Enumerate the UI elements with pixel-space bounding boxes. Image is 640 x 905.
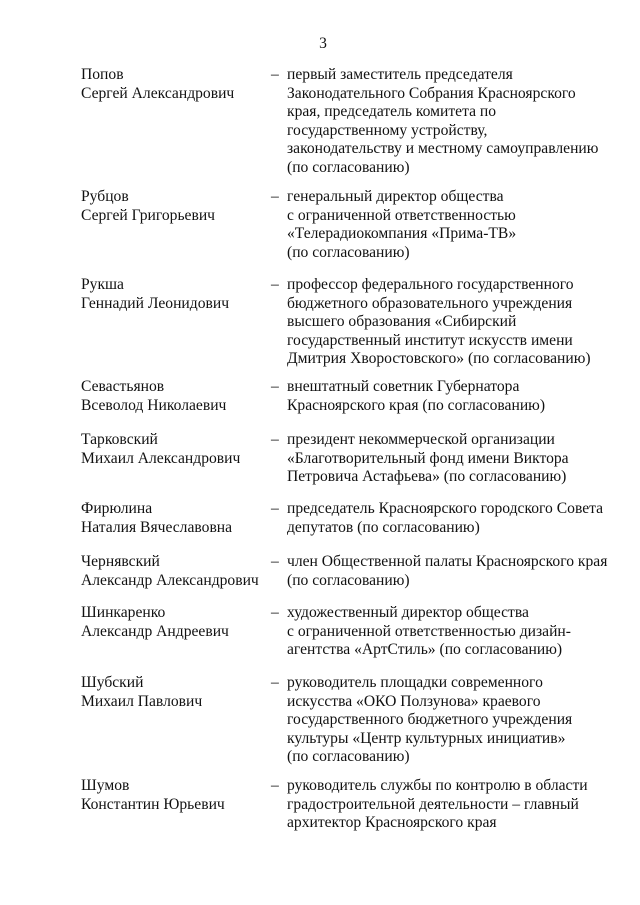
position-line: «Телерадиокомпания «Прима-ТВ» [287, 225, 517, 242]
surname: Рукша [81, 276, 124, 293]
position-line: высшего образования «Сибирский [287, 313, 517, 330]
position-line: руководитель службы по контролю в области [287, 777, 588, 794]
dash: – [271, 777, 279, 794]
given-names: Михаил Александрович [81, 449, 241, 467]
surname: Рубцов [81, 188, 129, 205]
surname: Севастьянов [81, 378, 165, 395]
dash: – [271, 431, 279, 448]
position-line: искусства «ОКО Ползунова» краевого [287, 692, 541, 710]
dash: – [271, 500, 279, 517]
position-line: культуры «Центр культурных инициатив» [287, 729, 566, 747]
position-line: первый заместитель председателя [287, 66, 513, 83]
dash: – [271, 378, 279, 395]
dash: – [271, 66, 279, 83]
position-line: генеральный директор общества [287, 188, 504, 205]
position-line: «Благотворительный фонд имени Виктора [287, 449, 569, 467]
surname: Тарковский [81, 431, 158, 448]
given-names: Всеволод Николаевич [81, 396, 227, 414]
given-names: Константин Юрьевич [81, 795, 225, 813]
surname: Чернявский [81, 553, 160, 570]
position-line: Законодательного Собрания Красноярского [287, 84, 576, 102]
member-name [81, 674, 266, 711]
dash: – [271, 276, 279, 293]
given-names: Михаил Павлович [81, 692, 203, 710]
position-line: депутатов (по согласованию) [287, 518, 480, 536]
member-name [81, 500, 266, 537]
member-name [81, 188, 266, 225]
position-line: бюджетного образовательного учреждения [287, 294, 573, 312]
position-line: агентства «АртСтиль» (по согласованию) [287, 641, 563, 658]
dash: – [271, 674, 279, 691]
given-names: Геннадий Леонидович [81, 294, 230, 312]
position-line: внештатный советник Губернатора [287, 378, 520, 395]
position-line: государственный институт искусств имени [287, 331, 573, 349]
member-name [81, 604, 266, 641]
surname: Шинкаренко [81, 604, 166, 621]
position-line: архитектор Красноярского края [287, 814, 497, 831]
position-line: законодательству и местному самоуправлению [287, 140, 599, 157]
member-position [287, 378, 545, 415]
position-line: (по согласованию) [287, 158, 410, 176]
position-line: член Общественной палаты Красноярского края [287, 553, 608, 570]
position-line: президент некоммерческой организации [287, 431, 555, 448]
dash: – [271, 604, 279, 621]
surname: Шумов [81, 777, 130, 794]
given-names: Александр Андреевич [81, 622, 229, 640]
given-names: Александр Александрович [81, 571, 259, 589]
given-names: Сергей Григорьевич [81, 206, 216, 224]
member-position [287, 674, 572, 767]
member-position [287, 500, 603, 537]
member-name [81, 553, 266, 590]
given-names: Наталия Вячеславовна [81, 518, 233, 536]
surname: Попов [81, 66, 124, 83]
position-line: председатель Красноярского городского Совета [287, 500, 604, 517]
dash: – [271, 188, 279, 205]
position-line: градостроительной деятельности – главный [287, 795, 579, 813]
member-position [287, 777, 588, 833]
member-name [81, 777, 266, 814]
member-name [81, 378, 266, 415]
member-position [287, 604, 571, 660]
member-name [81, 66, 266, 103]
member-position [287, 553, 607, 590]
dash: – [271, 553, 279, 570]
member-position [287, 431, 569, 487]
page-number: 3 [319, 35, 327, 52]
member-position [287, 188, 516, 262]
position-line: с ограниченной ответственностью дизайн- [287, 622, 571, 640]
position-line: края, председатель комитета по [287, 103, 497, 120]
position-line: художественный директор общества [287, 604, 529, 621]
given-names: Сергей Александрович [81, 84, 235, 102]
member-name [81, 431, 266, 468]
member-position [287, 66, 598, 177]
position-line: (по согласованию) [287, 571, 410, 589]
position-line: руководитель площадки современного [287, 674, 543, 691]
member-name [81, 276, 266, 313]
position-line: Петровича Астафьева» (по согласованию) [287, 468, 567, 485]
member-position [287, 276, 591, 369]
surname: Фирюлина [81, 500, 153, 517]
position-line: Красноярского края (по согласованию) [287, 396, 546, 414]
position-line: (по согласованию) [287, 243, 410, 261]
position-line: государственному устройству, [287, 121, 488, 139]
surname: Шубский [81, 674, 144, 691]
position-line: государственного бюджетного учреждения [287, 711, 573, 728]
position-line: профессор федерального государственного [287, 276, 574, 293]
position-line: (по согласованию) [287, 748, 410, 765]
position-line: с ограниченной ответственностью [287, 206, 516, 224]
position-line: Дмитрия Хворостовского» (по согласованию) [287, 350, 591, 367]
